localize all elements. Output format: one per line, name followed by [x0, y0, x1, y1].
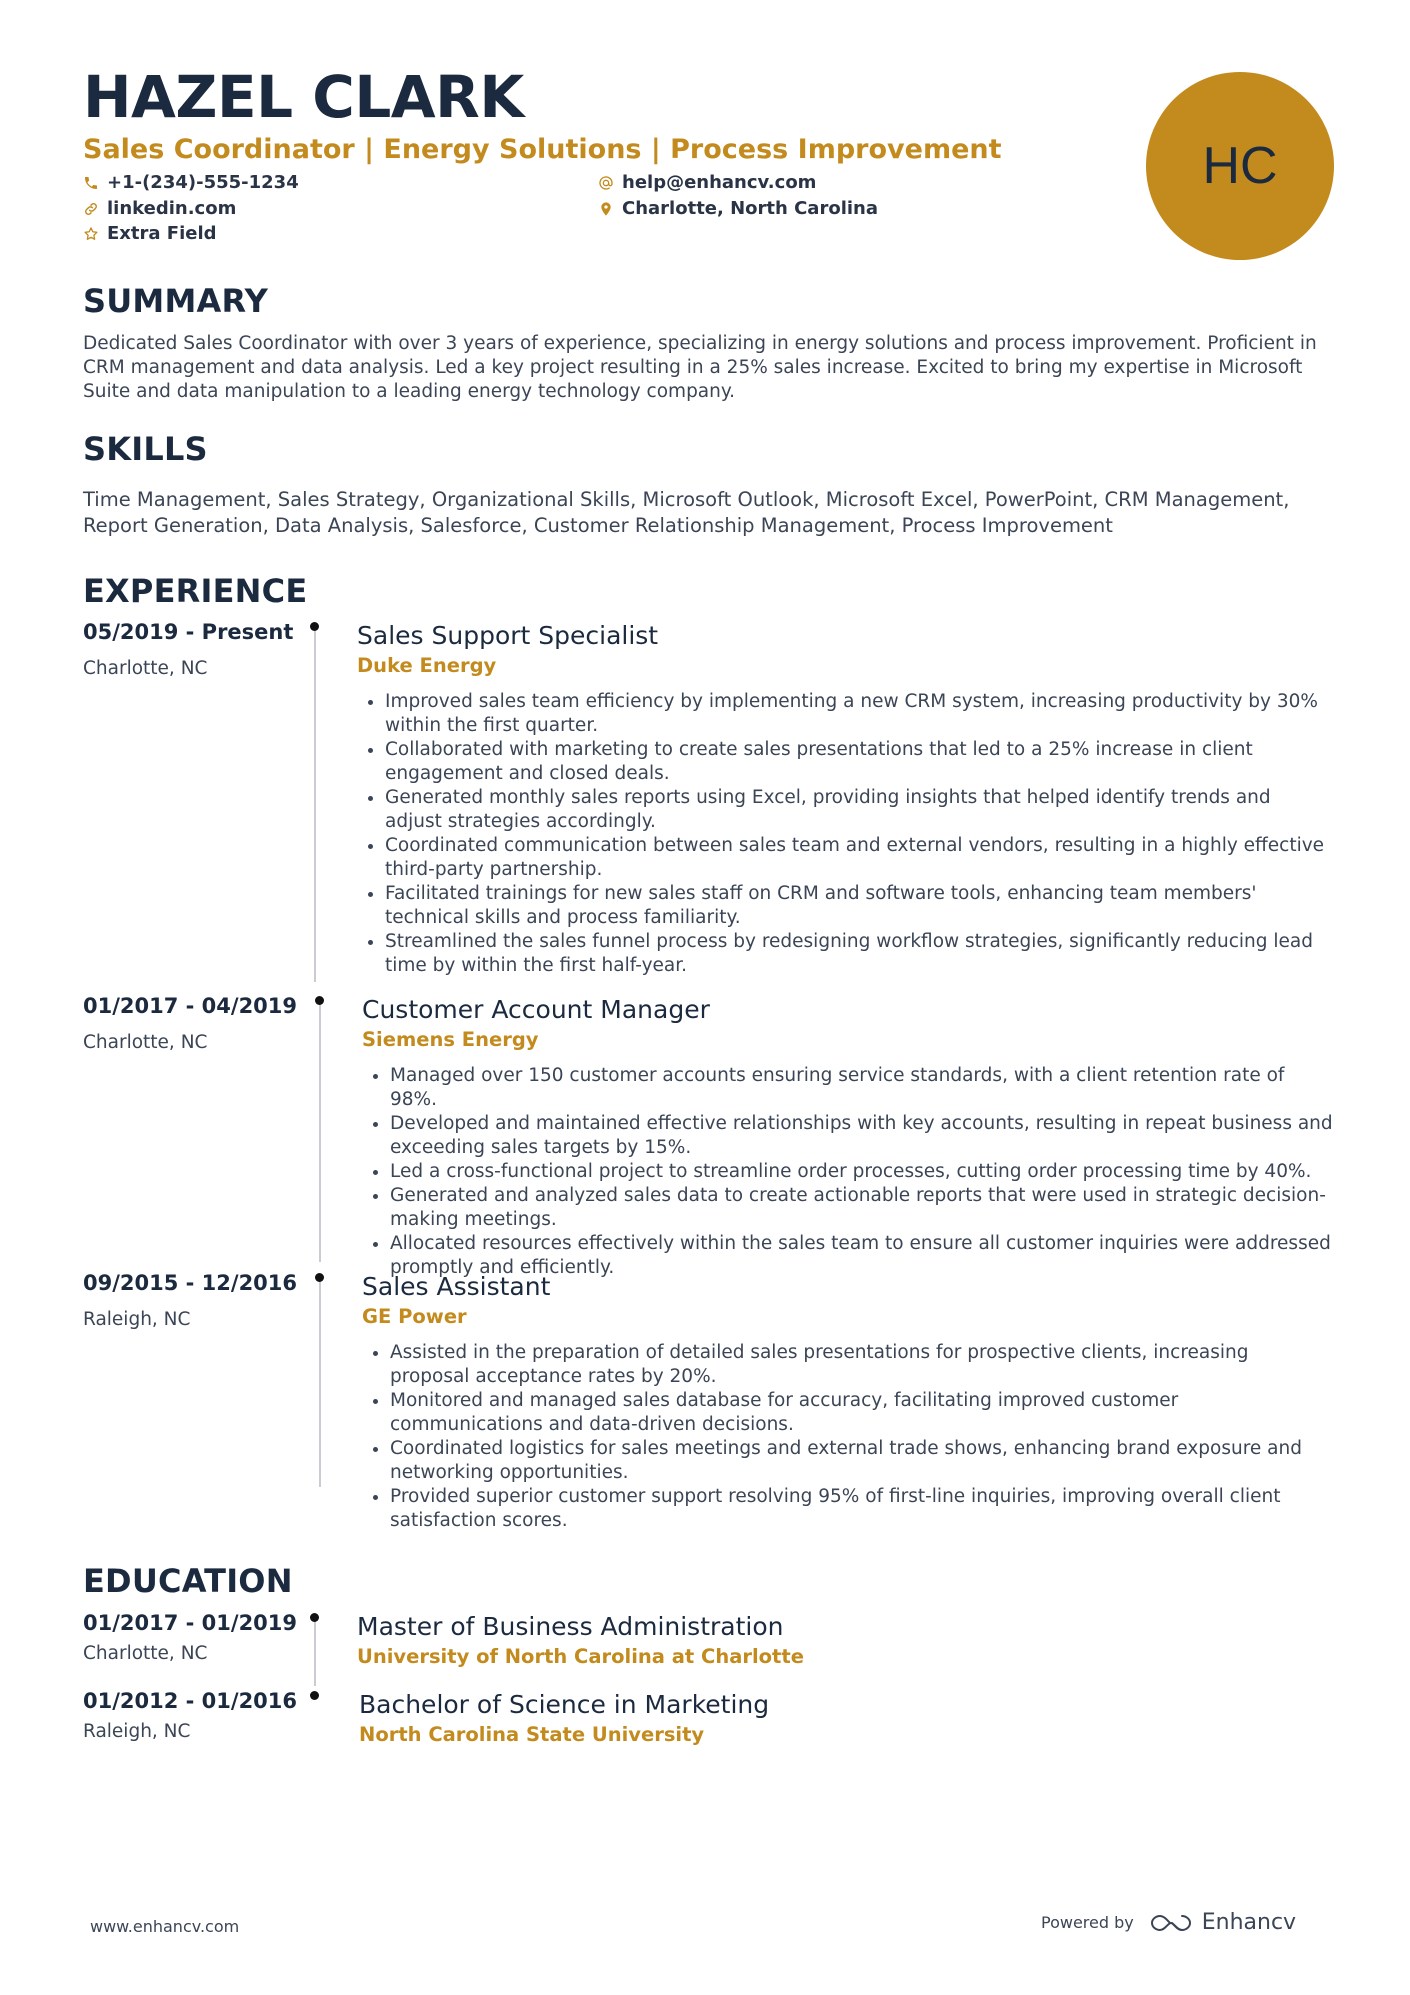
- entry-date: 05/2019 - Present: [83, 620, 294, 644]
- list-item: • Coordinated communication between sales team and external vendors, resulting in a highly effective third-party partnership.: [385, 834, 1333, 882]
- list-item: • Facilitated trainings for new sales staff on CRM and software tools, enhancing team members' technical skills and process familiarity.: [385, 882, 1333, 930]
- timeline-line: [314, 630, 316, 982]
- list-item: • Managed over 150 customer accounts ensuring service standards, with a client retention rate of 98%.: [390, 1064, 1333, 1112]
- entry-bullets: [357, 690, 1333, 978]
- entry-bullets: [362, 1341, 1333, 1533]
- list-item: • Developed and maintained effective relationships with key accounts, resulting in repeat business and exceeding sales targets by 15%.: [390, 1112, 1333, 1160]
- entry-content: [357, 620, 1333, 978]
- contact-extra: [83, 223, 217, 244]
- skills-text: Time Management, Sales Strategy, Organizational Skills, Microsoft Outlook, Microsoft Excel, PowerPoint, CRM Management, Report Generation, Data Analysis, Salesforce, Customer Relationship Management, Process Improvement: [83, 488, 1290, 537]
- enhancv-logo-icon: [1148, 1912, 1194, 1934]
- entry-company: Siemens Energy: [362, 1028, 539, 1051]
- entry-role: Sales Support Specialist: [357, 621, 659, 650]
- contact-phone[interactable]: [83, 172, 299, 193]
- entry-content: [362, 1271, 1333, 1533]
- entry-location: Charlotte, NC: [83, 658, 208, 679]
- skills-heading: SKILLS: [83, 430, 208, 468]
- education-entry: [83, 1611, 1333, 1686]
- location-text: Charlotte, North Carolina: [622, 198, 878, 219]
- phone-icon: [83, 175, 99, 191]
- timeline-dot: [315, 996, 324, 1005]
- entry-role: Sales Assistant: [362, 1272, 551, 1301]
- experience-heading: EXPERIENCE: [83, 572, 308, 610]
- phone-text: +1-(234)-555-1234: [107, 172, 299, 193]
- entry-location: Charlotte, NC: [83, 1032, 208, 1053]
- candidate-tagline: Sales Coordinator | Energy Solutions | Process Improvement: [83, 134, 1002, 165]
- at-icon: [598, 175, 614, 191]
- entry-date: 01/2012 - 01/2016: [83, 1689, 298, 1713]
- education-entry: [83, 1689, 1333, 1759]
- timeline-dot: [310, 1613, 319, 1622]
- contact-linkedin[interactable]: [83, 198, 236, 219]
- entry-content: [362, 994, 1333, 1280]
- entry-bullets: [362, 1064, 1333, 1280]
- entry-date: 01/2017 - 01/2019: [83, 1611, 298, 1635]
- powered-by-label: Powered by: [1041, 1913, 1134, 1932]
- timeline-line: [314, 1621, 316, 1686]
- entry-company: Duke Energy: [357, 654, 497, 677]
- timeline-line: [319, 1004, 321, 1262]
- star-icon: [83, 226, 99, 242]
- link-icon: [83, 201, 99, 217]
- entry-content: [357, 1611, 1333, 1671]
- list-item: • Generated and analyzed sales data to create actionable reports that were used in strategic decision-making meetings.: [390, 1184, 1333, 1232]
- timeline-dot: [310, 1691, 319, 1700]
- summary-text: Dedicated Sales Coordinator with over 3 years of experience, specializing in energy solutions and process improvement. Proficient in CRM management and data analysis. Led a key project resulting in a 25% sales increase. Excited to bring my expertise in Microsoft Suite and data manipulation to a leading energy technology company.: [83, 333, 1317, 402]
- education-school: North Carolina State University: [359, 1723, 705, 1746]
- list-item: • Improved sales team efficiency by implementing a new CRM system, increasing productivity by 30% within the first quarter.: [385, 690, 1333, 738]
- list-item: • Monitored and managed sales database for accuracy, facilitating improved customer communications and data-driven decisions.: [390, 1389, 1333, 1437]
- candidate-name: HAZEL CLARK: [83, 63, 524, 131]
- entry-location: Raleigh, NC: [83, 1721, 191, 1742]
- summary-heading: SUMMARY: [83, 282, 268, 320]
- list-item: • Assisted in the preparation of detailed sales presentations for prospective clients, increasing proposal acceptance rates by 20%.: [390, 1341, 1333, 1389]
- education-school: University of North Carolina at Charlotte: [357, 1645, 804, 1668]
- experience-entry: [83, 994, 1333, 1278]
- linkedin-text: linkedin.com: [107, 198, 237, 219]
- entry-company: GE Power: [362, 1305, 467, 1328]
- extra-field-text: Extra Field: [107, 223, 217, 244]
- footer-powered-by: [1041, 1910, 1296, 1935]
- entry-location: Raleigh, NC: [83, 1309, 191, 1330]
- experience-entry: [83, 1271, 1333, 1531]
- education-heading: EDUCATION: [83, 1562, 293, 1600]
- enhancv-logo[interactable]: [1148, 1910, 1296, 1935]
- list-item: • Allocated resources effectively within the sales team to ensure all customer inquiries were addressed promptly and efficiently.: [390, 1232, 1333, 1280]
- timeline-line: [319, 1281, 321, 1487]
- entry-date: 09/2015 - 12/2016: [83, 1271, 298, 1295]
- entry-date: 01/2017 - 04/2019: [83, 994, 298, 1018]
- list-item: • Streamlined the sales funnel process by redesigning workflow strategies, significantly reducing lead time by within the first half-year.: [385, 930, 1333, 978]
- contact-location: [598, 198, 878, 219]
- experience-entry: [83, 620, 1333, 982]
- contact-email[interactable]: [598, 172, 816, 193]
- location-pin-icon: [598, 201, 614, 217]
- list-item: • Collaborated with marketing to create sales presentations that led to a 25% increase in client engagement and closed deals.: [385, 738, 1333, 786]
- list-item: • Generated monthly sales reports using Excel, providing insights that helped identify trends and adjust strategies accordingly.: [385, 786, 1333, 834]
- timeline-dot: [315, 1273, 324, 1282]
- list-item: • Provided superior customer support resolving 95% of first-line inquiries, improving overall client satisfaction scores.: [390, 1485, 1333, 1533]
- entry-role: Customer Account Manager: [362, 995, 710, 1024]
- entry-location: Charlotte, NC: [83, 1643, 208, 1664]
- email-text: help@enhancv.com: [622, 172, 817, 193]
- list-item: • Coordinated logistics for sales meetings and external trade shows, enhancing brand exposure and networking opportunities.: [390, 1437, 1333, 1485]
- list-item: • Led a cross-functional project to streamline order processes, cutting order processing time by 40%.: [390, 1160, 1333, 1184]
- avatar: HC: [1146, 72, 1334, 260]
- entry-content: [359, 1689, 1333, 1749]
- timeline-dot: [310, 622, 319, 631]
- footer-website[interactable]: www.enhancv.com: [90, 1917, 240, 1936]
- brand-name: Enhancv: [1201, 1910, 1297, 1935]
- education-degree: Master of Business Administration: [357, 1612, 784, 1641]
- education-degree: Bachelor of Science in Marketing: [359, 1690, 770, 1719]
